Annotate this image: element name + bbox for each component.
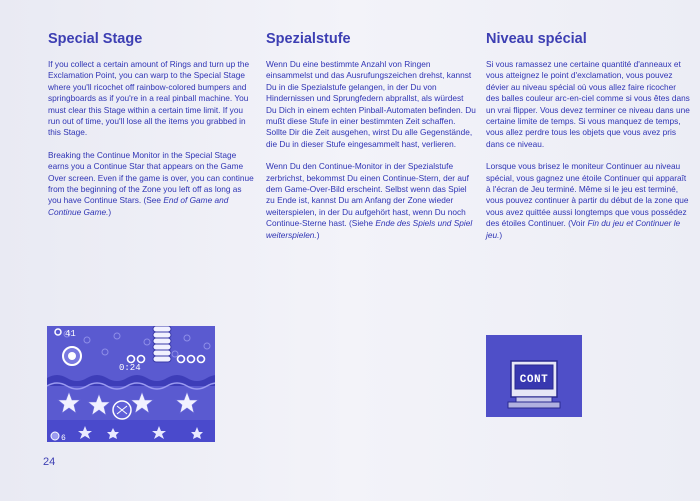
lives-count: 6 xyxy=(61,434,66,442)
german-body xyxy=(266,59,476,252)
french-paragraph-2: Lorsque vous brisez le moniteur Continuer au niveau spécial, vous gagnez une étoile Continuer qui apparaît à l'écran de Jeu terminé. Même si le jeu est terminé, vous pouvez continuer à partir du début de la zone que vous avez quittée aussi longtemps que vous possédez des étoiles Continuer. (Voir Fin du jeu et Continuer le jeu.) xyxy=(486,161,689,240)
ring-count: 41 xyxy=(65,329,76,339)
special-stage-screenshot xyxy=(47,326,215,442)
french-title: Niveau spécial xyxy=(486,31,587,47)
timer-readout: 0:24 xyxy=(119,363,141,373)
continue-monitor-screenshot xyxy=(486,335,582,417)
spring-column xyxy=(153,326,171,362)
french-body xyxy=(486,59,691,252)
german-reference: Ende des Spiels und Spiel weiterspielen. xyxy=(266,218,473,240)
page-number: 24 xyxy=(43,456,56,468)
french-paragraph-1: Si vous ramassez une certaine quantité d'anneaux et vous atteignez le point d'exclamation, vous pouvez dévier au niveau spécial où vous allez faire ricocher des balles couleur arc-en-ciel comme si vous êtes dans un vrai flipper. Vous devez terminer ce niveau dans une certaine limite de temps. Si vous manquez de temps, vous allez perdre tous les objets que vous avez pris dans ce niveau. xyxy=(486,59,690,149)
monitor-text: CONT xyxy=(519,374,549,386)
english-paragraph-1: If you collect a certain amount of Rings and turn up the Exclamation Point, you can warp to the Special Stage where you'll ricochet off rainbow-colored bumpers and springboards as if you're in a real pinball machine. You must clear this Stage within a certain time limit. If you run out of time, you'll lose all the items you grabbed in this Stage. xyxy=(48,59,250,138)
english-title: Special Stage xyxy=(48,31,143,47)
german-paragraph-1: Wenn Du eine bestimmte Anzahl von Ringen einsammelst und das Ausrufungszeichen drehst, kannst Du in die Spezialstufe gelangen, in der Du von Hindernissen und Sprungfedern abprallst, als würdest Du Dich in einem echten Pinball-Automaten befinden. Du mußt diese Stufe in einer bestimmten Zeit schaffen. Sollte Dir die Zeit ausgehen, wirst Du alle Gegenstände, die Du in dieser Stufe eingesammelt hast, verlieren. xyxy=(266,59,476,149)
english-reference: End of Game and Continue Game. xyxy=(48,195,229,217)
french-reference: Fin du jeu et Continuer le jeu. xyxy=(486,218,681,240)
lives-icon xyxy=(51,432,59,440)
english-paragraph-2: Breaking the Continue Monitor in the Special Stage earns you a Continue Star that appears on the Game Over screen. Even if the game is over, you can continue from the beginning of the Zone you left off as long as you have Continue Stars. (See End of Game and Continue Game.) xyxy=(48,149,254,217)
german-title: Spezialstufe xyxy=(266,31,351,47)
german-paragraph-2: Wenn Du den Continue-Monitor in der Spezialstufe zerbrichst, bekommst Du einen Continue-Stern, der auf dem Game-Over-Bild erscheint. Selbst wenn das Spiel zu Ende ist, kannst Du am Anfang der Zone wieder weiterspielen, in der Du aufgehört hast, wenn Du noch Continue-Sterne hast. (Siehe Ende des Spiels und Spiel weiterspielen.) xyxy=(266,161,473,240)
english-body xyxy=(48,59,254,229)
